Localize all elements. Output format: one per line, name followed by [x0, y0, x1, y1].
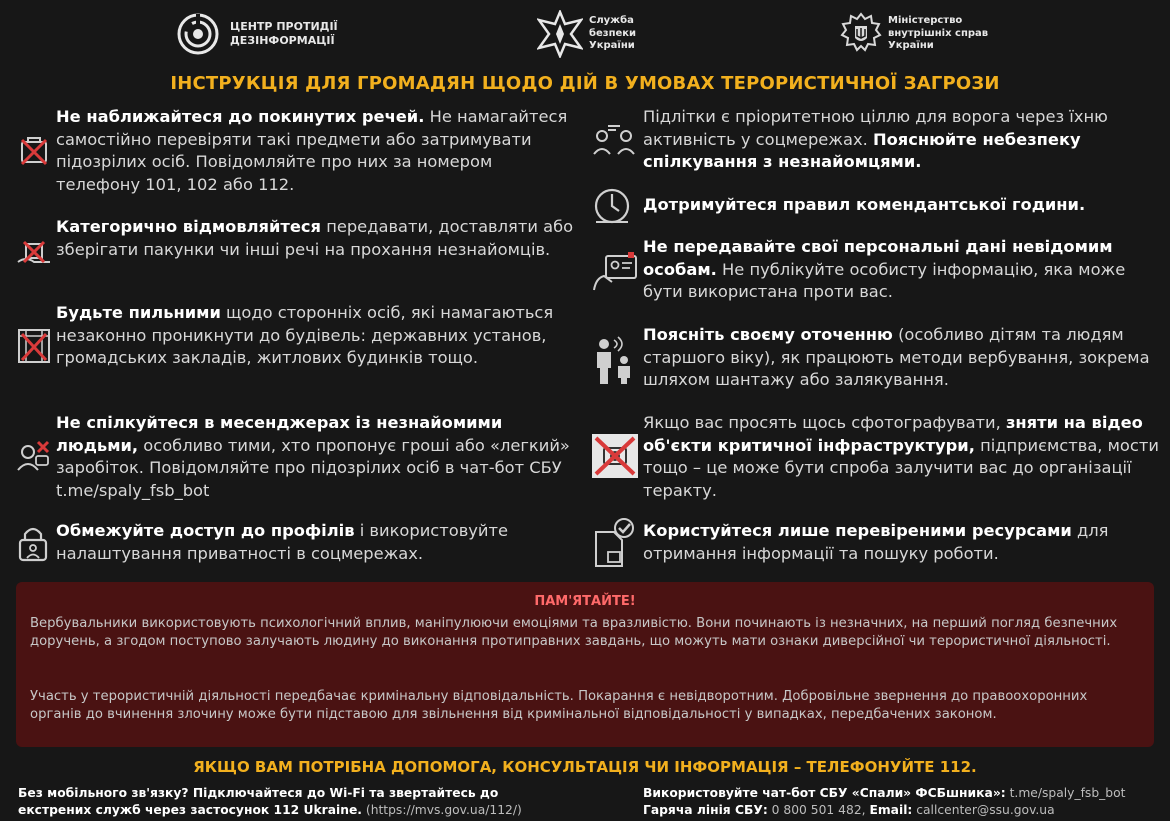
package-handover-icon — [16, 236, 52, 272]
logo-mvs-text: Міністерство внутрішніх справ України — [888, 15, 989, 52]
logo-mvs — [840, 12, 988, 56]
left-item-4-text — [56, 412, 581, 502]
help-phone: ТЕЛЕФОНУЙТЕ 112. — [806, 758, 977, 776]
left-item-3-text — [56, 302, 581, 370]
clock-curfew-icon — [592, 186, 632, 226]
personal-data-icon — [592, 250, 638, 292]
left-item-5-bold: Обмежуйте доступ до профілів — [56, 521, 355, 540]
right-item-1-bold: Пояснюйте небезпеку спілкування з незнайомцями. — [643, 129, 1081, 171]
left-item-3 — [16, 302, 576, 394]
help-line — [0, 758, 1170, 776]
left-item-1-bold: Не наближайтеся до покинутих речей. — [56, 107, 425, 126]
building-icon — [16, 326, 52, 366]
left-item-1-text — [56, 106, 581, 196]
logo-sbu — [537, 10, 636, 58]
footer-hotline-number: 0 800 501 482, — [767, 803, 870, 817]
footer-112-link[interactable]: (https://mvs.gov.ua/112/) — [361, 803, 522, 817]
remember-paragraph-1: Вербувальники використовують психологічний вплив, маніпулюючи емоціями та вразливістю. Вони починають із незначних, на перший погляд безпечних доручень, а згодом поступово залучають людину до виконання протиправних завдань, що можуть мати ознаки диверсійної чи терористичної діяльності. — [30, 616, 1118, 649]
family-icon — [592, 334, 638, 386]
right-item-3-bold: Не передавайте свої персональні дані невідомим особам. — [643, 237, 1113, 279]
remember-title: ПАМ'ЯТАЙТЕ! — [534, 594, 636, 609]
right-item-5-rest: підприємства, мости тощо – це може бути спроба залучити вас до організації теракту. — [643, 435, 1159, 500]
footer-right-line-2 — [643, 802, 1163, 819]
left-item-2-bold: Категорично відмовляйтеся — [56, 217, 322, 236]
abandoned-bag-icon — [16, 132, 52, 168]
right-item-5-pre: Якщо вас просять щось сфотографувати, — [643, 413, 1006, 432]
left-item-1 — [16, 106, 576, 196]
right-item-1-text — [643, 106, 1163, 174]
left-item-2-text — [56, 216, 581, 261]
right-item-5-bold: зняти на відео об'єкти критичної інфраструктури, — [643, 413, 1143, 455]
header-logos — [0, 10, 1170, 62]
right-item-4-rest: (особливо дітям та людям старшого віку), як працюють методи вербування, зокрема шляхом шантажу або залякування. — [643, 325, 1150, 389]
logo-cpd — [176, 12, 338, 56]
right-item-4-bold: Поясніть своєму оточенню — [643, 325, 893, 344]
logo-cpd-text: ЦЕНТР ПРОТИДІЇ ДЕЗІНФОРМАЦІЇ — [230, 20, 338, 47]
footer-left — [18, 785, 563, 819]
right-item-6-bold: Користуйтеся лише перевіреними ресурсами — [643, 521, 1072, 540]
camera-ban-icon — [592, 430, 638, 480]
right-item-5 — [592, 412, 1157, 504]
right-item-4 — [592, 324, 1157, 394]
right-item-2 — [592, 186, 1157, 226]
right-item-6 — [592, 520, 1157, 570]
footer-chatbot-link[interactable]: t.me/spaly_fsb_bot — [1005, 786, 1126, 800]
remember-box — [16, 582, 1154, 747]
right-item-4-text — [643, 324, 1163, 392]
logo-sbu-text: Служба безпеки України — [589, 15, 637, 52]
footer-right-line-1 — [643, 785, 1163, 802]
cpd-logo-icon — [176, 12, 220, 56]
right-item-2-text — [643, 194, 1163, 217]
left-item-5-rest: і використовуйте налаштування приватності в соцмережах. — [56, 521, 509, 563]
right-item-6-text — [643, 520, 1163, 565]
left-item-3-rest: щодо сторонніх осіб, які намагаються незаконно проникнути до будівель: державних установ, громадських закладів, житлових будинків тощо. — [56, 303, 554, 367]
right-item-5-text — [643, 412, 1163, 502]
right-item-3-text — [643, 236, 1163, 304]
footer-hotline-label: Гаряча лінія СБУ: — [643, 803, 768, 817]
right-item-6-rest: для отримання інформації та пошуку роботи. — [643, 521, 1109, 563]
left-item-4-rest: особливо тими, хто пропонує гроші або «легкий» заробіток. Повідомляйте про підозрілих осіб в чат-бот СБУ t.me/spaly_fsb_bot — [56, 435, 570, 500]
left-item-4-bold: Не спілкуйтеся в месенджерах із незнайомими людьми, — [56, 413, 503, 455]
left-item-4 — [16, 412, 576, 504]
footer-email-link[interactable]: callcenter@ssu.gov.ua — [912, 803, 1055, 817]
right-item-1 — [592, 106, 1157, 176]
footer-right — [643, 785, 1163, 819]
lock-profile-icon — [16, 524, 50, 564]
teens-social-icon — [592, 122, 638, 158]
left-item-1-rest: Не намагайтеся самостійно перевіряти такі предмети або затримувати підозрілих осіб. Повідомляйте про них за номером телефону 101, 102 або 112. — [56, 107, 568, 194]
left-item-5 — [16, 520, 576, 568]
left-item-2 — [16, 216, 576, 286]
footer-email-label: Email: — [869, 803, 913, 817]
left-item-2-rest: передавати, доставляти або зберігати пакунки чи інші речі на прохання незнайомців. — [56, 217, 574, 259]
left-item-5-text — [56, 520, 581, 565]
right-item-3 — [592, 236, 1157, 306]
sbu-emblem-icon — [537, 10, 583, 58]
verified-doc-icon — [592, 518, 636, 568]
help-text: ЯКЩО ВАМ ПОТРІБНА ДОПОМОГА, КОНСУЛЬТАЦІЯ ЧИ ІНФОРМАЦІЯ – — [193, 758, 807, 776]
right-item-3-rest: Не публікуйте особисту інформацію, яка може бути використана проти вас. — [643, 259, 1126, 301]
footer-left-text: Без мобільного зв'язку? Підключайтеся до Wi-Fi та звертайтесь до екстрених служб через застосунок 112 Ukraine. — [18, 786, 499, 817]
footer-chatbot-label: Використовуйте чат-бот СБУ «Спали» ФСБшника»: — [643, 786, 1006, 800]
page-title: ІНСТРУКЦІЯ ДЛЯ ГРОМАДЯН ЩОДО ДІЙ В УМОВАХ ТЕРОРИСТИЧНОЇ ЗАГРОЗИ — [170, 73, 1000, 94]
mvs-emblem-icon — [840, 12, 882, 56]
right-item-1-pre: Підлітки є пріоритетною ціллю для ворога через їхню активність у соцмережах. — [643, 107, 1108, 149]
right-item-2-bold: Дотримуйтеся правил комендантської години. — [643, 195, 1086, 214]
messenger-icon — [16, 438, 52, 474]
left-item-3-bold: Будьте пильними — [56, 303, 221, 322]
remember-paragraph-2: Участь у терористичній діяльності передбачає кримінальну відповідальність. Покарання є невідворотним. Добровільне звернення до правоохоронних органів до вчинення злочину може бути підставою для звільнення від кримінальної відповідальності у випадках, передбачених законом. — [30, 689, 1088, 722]
